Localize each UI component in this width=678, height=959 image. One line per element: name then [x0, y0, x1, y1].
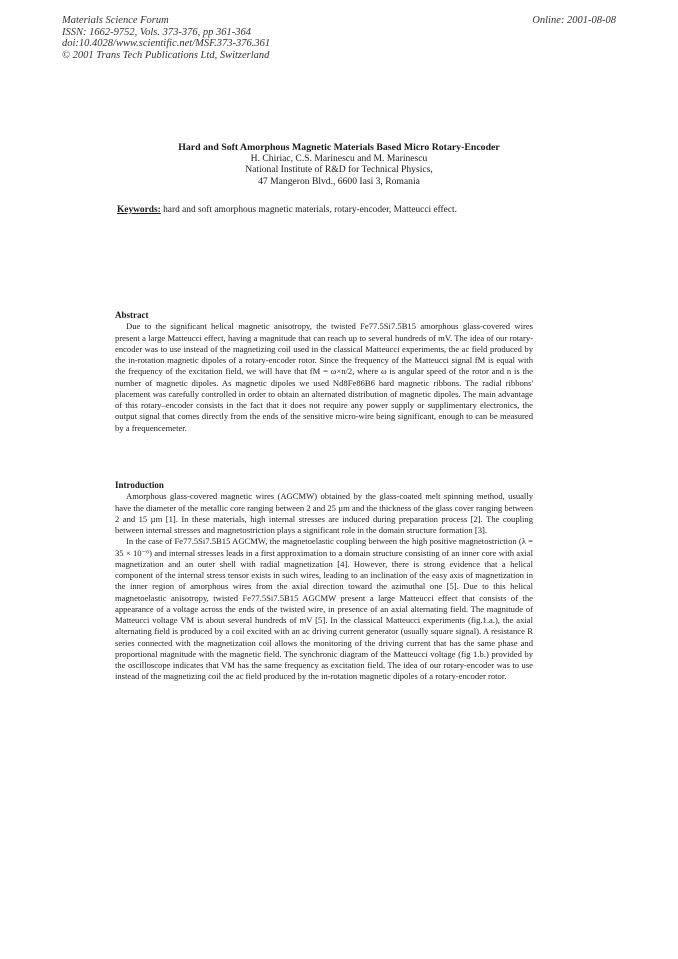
abstract-heading: Abstract	[115, 310, 149, 320]
journal-header	[62, 15, 270, 61]
affiliation-line-2: 47 Mangeron Blvd., 6600 Iasi 3, Romania	[258, 175, 420, 187]
title-block	[0, 142, 678, 187]
doi-line[interactable]: doi:10.4028/www.scientific.net/MSF.373-376.361	[62, 38, 271, 50]
authors: H. Chiriac, C.S. Marinescu and M. Marinescu	[250, 153, 428, 165]
paper-title: Hard and Soft Amorphous Magnetic Materials Based Micro Rotary-Encoder	[178, 142, 500, 153]
issn-line: ISSN: 1662-9752, Vols. 373-376, pp 361-364	[62, 26, 251, 38]
introduction-heading: Introduction	[115, 480, 164, 490]
online-date: Online: 2001-08-08	[532, 15, 616, 26]
abstract-paragraph: Due to the significant helical magnetic anisotropy, the twisted Fe77.5Si7.5B15 amorphous glass-covered wires present a large Matteucci effect, having a magnitude that can reach up to several hundreds of mV. The idea of our rotary-encoder was to use instead of the magnetizing coil used in the classical Matteucci experiments, the ac field produced by the in-rotation magnetic dipoles of a rotary-encoder rotor. Since the frequency of the Matteucci signal fM is equal with the frequency of the excitation field, we will have that fM = ω×n/2, where ω is angular speed of the rotor and n is the number of magnetic dipoles. As magnetic dipoles we used Nd8Fe86B6 hard magnetic ribbons. The radial ribbons' placement was carefully controlled in order to obtain an alternated distribution of magnetic dipoles. The main advantage of this rotary–encoder consists in the fact that it does not require any power supply or supplimentary electronics, the output signal that comes directly from the ends of the sensitive micro-wire being significant, enough to can be measured by a frequencemeter.	[115, 321, 533, 433]
keywords-label: Keywords:	[117, 205, 161, 215]
journal-name: Materials Science Forum	[62, 15, 169, 26]
keywords	[117, 205, 557, 215]
introduction-section	[115, 480, 533, 683]
introduction-paragraph-1: Amorphous glass-covered magnetic wires (AGCMW) obtained by the glass-coated melt spinning method, usually have the diameter of the metallic core ranging between 2 and 25 µm and the thickness of the glass cover ranging between 2 and 15 µm [1]. In these materials, high internal stresses are induced during preparation process [2]. The coupling between internal stresses and magnetostriction plays a significant role in the domain structure formation [3].	[115, 491, 533, 535]
abstract-section	[115, 310, 533, 434]
keywords-text: hard and soft amorphous magnetic materials, rotary-encoder, Matteucci effect.	[160, 205, 457, 215]
affiliation-line-1: National Institute of R&D for Technical Physics,	[245, 164, 433, 176]
introduction-paragraph-2: In the case of Fe77.5Si7.5B15 AGCMW, the magnetoelastic coupling between the high positive magnetostriction (λ = 35 × 10⁻⁶) and internal stresses leads in a first approximation to a domain structure consisting of an inner core with axial magnetization and an outer shell with radial magnetization [4]. However, there is strong evidence that a helical component of the internal stress tensor exists in such wires, leading to an inclination of the easy axis of magnetization in the inner region of amorphous wires from the axial direction toward the azimuthal one [5]. Due to this helical magnetoelastic anisotropy, twisted Fe77.5Si7.5B15 AGCMW present a large Matteucci effect that consists of the appearance of a voltage across the ends of the twisted wire, in presence of an axial alternating field. The magnitude of Matteucci voltage VM is about several hundreds of mV [5]. In the classical Matteucci experiments (fig.1.a.), the axial alternating field is produced by a coil excited with an ac driving current generator (usually square signal). A resistance R series connected with the magnetization coil allows the monitoring of the driving current that has the same phase and proportional magnitude with the magnetic field. The synchronic diagram of the Matteucci voltage (fig 1.b.) provided by the oscilloscope indicates that VM has the same frequency as excitation field. The idea of our rotary-encoder was to use instead of the magnetizing coil the ac field produced by the in-rotation magnetic dipoles of a rotary-encoder rotor.	[115, 536, 533, 682]
copyright-line: © 2001 Trans Tech Publications Ltd, Switzerland	[62, 49, 270, 61]
